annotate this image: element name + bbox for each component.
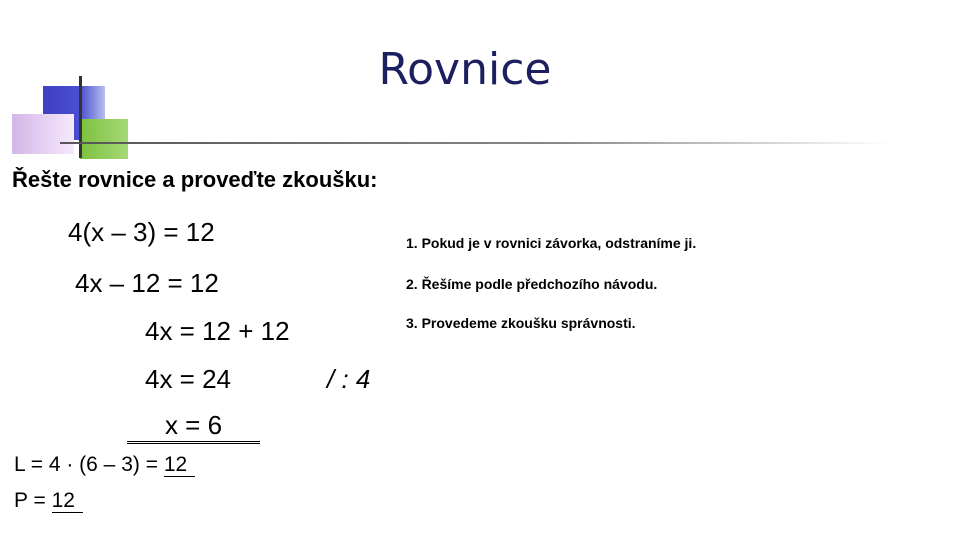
title-divider-line [60, 142, 890, 144]
check-left-side [14, 453, 195, 477]
equation-line-2: 4x – 12 = 12 [75, 268, 219, 298]
decor-vertical-line [79, 76, 82, 158]
check-right-value: 12 [52, 489, 83, 513]
equation-line-1: 4(x – 3) = 12 [68, 217, 215, 247]
task-instruction: Řešte rovnice a proveďte zkoušku: [12, 167, 378, 192]
equation-result [127, 410, 260, 444]
result-value: 6 [207, 410, 223, 440]
equation-line-4: 4x = 24 [145, 364, 232, 394]
step-item-3: 3. Provedeme zkoušku správnosti. [406, 315, 636, 331]
step-item-1: 1. Pokud je v rovnici závorka, odstraníme ji. [406, 235, 697, 251]
division-operation: / : 4 [327, 364, 371, 394]
check-right-expression: P = [14, 489, 52, 512]
check-left-expression: L = 4 · (6 – 3) = [14, 453, 164, 476]
equation-line-3: 4x = 12 + 12 [145, 316, 290, 346]
check-right-side [14, 489, 83, 513]
decor-pink-square [12, 114, 74, 154]
slide-title: Rovnice [378, 44, 552, 95]
decor-green-square [80, 119, 128, 159]
check-left-value: 12 [164, 453, 195, 477]
result-variable: x = [164, 410, 208, 440]
step-item-2: 2. Řešíme podle předchozího návodu. [406, 276, 658, 292]
